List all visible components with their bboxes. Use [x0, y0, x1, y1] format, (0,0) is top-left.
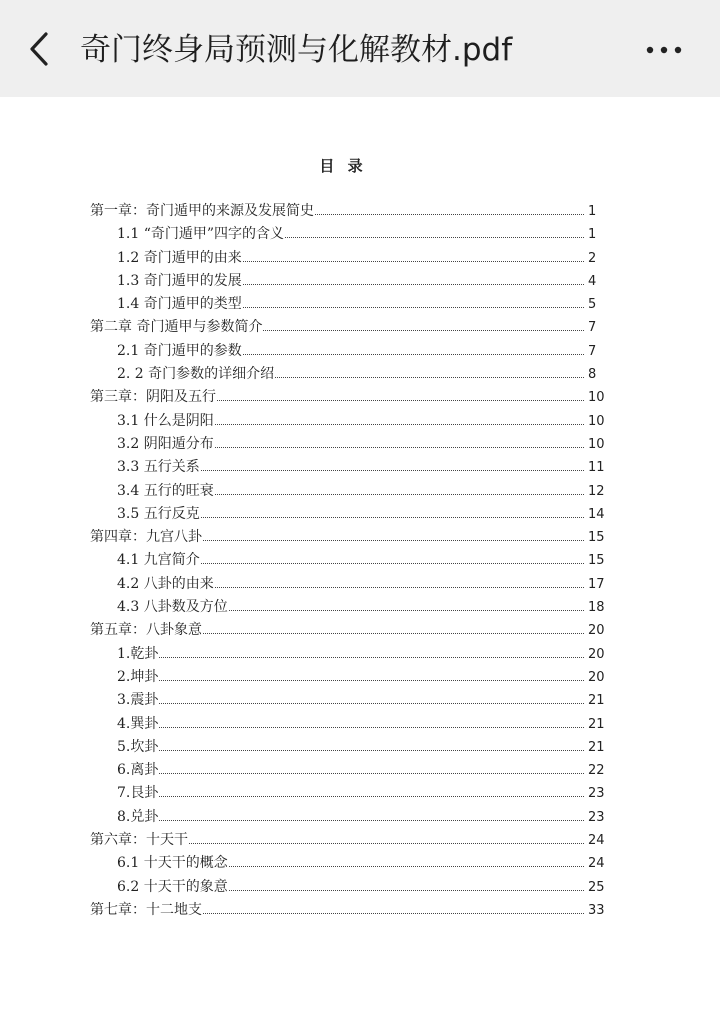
toc-entry-label: 2. 2 奇门参数的详细介绍 — [117, 363, 275, 383]
toc-entry-label: 3.4 五行的旺衰 — [117, 480, 215, 500]
toc-section-entry[interactable] — [0, 641, 720, 664]
toc-entry-label: 1.2 奇门遁甲的由来 — [117, 247, 243, 267]
toc-entry-page-number: 21 — [588, 739, 605, 755]
toc-entry-label: 6.1 十天干的概念 — [117, 852, 229, 872]
toc-entry-page-number: 15 — [588, 530, 605, 546]
toc-section-entry[interactable] — [0, 850, 720, 873]
toc-entry-label: 6.离卦 — [117, 759, 159, 779]
toc-entry-page-number: 21 — [588, 716, 605, 732]
toc-dot-leader — [120, 657, 584, 658]
toc-section-entry[interactable] — [0, 547, 720, 570]
toc-section-entry[interactable] — [0, 408, 720, 431]
toc-section-entry[interactable] — [0, 291, 720, 314]
back-button[interactable] — [20, 24, 64, 74]
toc-entry-page-number: 20 — [588, 646, 605, 662]
toc-section-entry[interactable] — [0, 874, 720, 897]
toc-section-entry[interactable] — [0, 757, 720, 780]
toc-entry-label: 第四章：九宫八卦 — [90, 526, 203, 546]
toc-entry-label: 1.1 “奇门遁甲”四字的含义 — [117, 223, 285, 243]
toc-section-entry[interactable] — [0, 804, 720, 827]
toc-section-entry[interactable] — [0, 431, 720, 454]
toc-entry-page-number: 10 — [588, 413, 605, 429]
toc-section-entry[interactable] — [0, 338, 720, 361]
toc-chapter-entry[interactable] — [0, 827, 720, 850]
toc-entry-page-number: 1 — [588, 227, 597, 243]
toc-entry-page-number: 5 — [588, 297, 597, 313]
toc-entry-page-number: 33 — [588, 902, 605, 918]
toc-entry-page-number: 21 — [588, 693, 605, 709]
toc-entry-page-number: 17 — [588, 576, 605, 592]
toc-entry-label: 5.坎卦 — [117, 736, 159, 756]
toc-section-entry[interactable] — [0, 780, 720, 803]
toc-entry-label: 1.4 奇门遁甲的类型 — [117, 293, 243, 313]
toc-section-entry[interactable] — [0, 454, 720, 477]
toc-entry-page-number: 1 — [588, 204, 597, 219]
toc-entry-label: 8.兑卦 — [117, 806, 159, 826]
toc-entry-page-number: 15 — [588, 553, 605, 569]
toc-entry-page-number: 10 — [588, 436, 605, 452]
toc-section-entry[interactable] — [0, 478, 720, 501]
toc-entry-label: 2.坤卦 — [117, 666, 159, 686]
toc-entry-page-number: 7 — [588, 343, 597, 359]
toc-section-entry[interactable] — [0, 687, 720, 710]
toc-entry-page-number: 12 — [588, 483, 605, 499]
toc-chapter-entry[interactable] — [0, 384, 720, 407]
toc-entry-page-number: 23 — [588, 786, 605, 802]
toc-entry-label: 3.5 五行反克 — [117, 503, 201, 523]
toc-entry-label: 第三章：阴阳及五行 — [90, 386, 217, 406]
toc-entry-page-number: 14 — [588, 506, 605, 522]
toc-entry-label: 6.2 十天干的象意 — [117, 876, 229, 896]
more-options-button[interactable] — [640, 30, 690, 70]
toc-entry-page-number: 23 — [588, 809, 605, 825]
toc-entry-label: 4.2 八卦的由来 — [117, 573, 215, 593]
toc-entry-page-number: 22 — [588, 763, 605, 779]
toc-entry-page-number: 24 — [588, 833, 605, 849]
toc-dot-leader — [120, 820, 584, 821]
toc-entry-label: 4.3 八卦数及方位 — [117, 596, 229, 616]
toc-section-entry[interactable] — [0, 221, 720, 244]
toc-section-entry[interactable] — [0, 268, 720, 291]
toc-dot-leader — [120, 843, 584, 844]
toc-section-entry[interactable] — [0, 734, 720, 757]
toc-entry-page-number: 24 — [588, 856, 605, 872]
toc-entry-label: 1.乾卦 — [117, 643, 159, 663]
toc-entry-page-number: 20 — [588, 623, 605, 639]
toc-entry-label: 第二章 奇门遁甲与参数简介 — [90, 316, 263, 336]
document-title: 奇门终身局预测与化解教材.pdf — [80, 32, 513, 68]
app-header — [0, 0, 720, 97]
toc-dot-leader — [120, 727, 584, 728]
toc-entry-label: 第一章：奇门遁甲的来源及发展简史 — [90, 200, 315, 220]
toc-entry-page-number: 10 — [588, 390, 605, 406]
toc-section-entry[interactable] — [0, 245, 720, 268]
toc-entry-page-number: 25 — [588, 879, 605, 895]
toc-entry-page-number: 20 — [588, 669, 605, 685]
toc-section-entry[interactable] — [0, 501, 720, 524]
toc-section-entry[interactable] — [0, 361, 720, 384]
toc-list — [0, 198, 720, 920]
toc-chapter-entry[interactable] — [0, 198, 720, 221]
toc-entry-label: 4.巽卦 — [117, 713, 159, 733]
toc-dot-leader — [120, 703, 584, 704]
toc-section-entry[interactable] — [0, 594, 720, 617]
toc-dot-leader — [120, 750, 584, 751]
document-page[interactable] — [0, 97, 720, 1022]
chevron-left-icon — [20, 24, 64, 74]
toc-entry-label: 第七章：十二地支 — [90, 899, 203, 919]
toc-entry-page-number: 18 — [588, 600, 605, 616]
toc-entry-label: 第六章：十天干 — [90, 829, 189, 849]
toc-entry-label: 1.3 奇门遁甲的发展 — [117, 270, 243, 290]
toc-chapter-entry[interactable] — [0, 897, 720, 920]
toc-dot-leader — [120, 773, 584, 774]
toc-entry-label: 3.1 什么是阴阳 — [117, 410, 215, 430]
toc-chapter-entry[interactable] — [0, 524, 720, 547]
toc-entry-page-number: 8 — [588, 367, 597, 383]
toc-title: 目 录 — [319, 157, 367, 175]
toc-entry-page-number: 11 — [588, 460, 605, 476]
toc-entry-page-number: 2 — [588, 250, 597, 266]
toc-entry-label: 3.震卦 — [117, 689, 159, 709]
toc-entry-page-number: 7 — [588, 320, 597, 336]
toc-entry-label: 3.3 五行关系 — [117, 456, 201, 476]
toc-section-entry[interactable] — [0, 664, 720, 687]
toc-dot-leader — [120, 680, 584, 681]
more-horizontal-icon — [640, 30, 690, 70]
toc-entry-label: 7.艮卦 — [117, 782, 159, 802]
toc-dot-leader — [120, 796, 584, 797]
toc-chapter-entry[interactable] — [0, 617, 720, 640]
toc-entry-page-number: 4 — [588, 273, 597, 289]
toc-entry-label: 第五章：八卦象意 — [90, 619, 203, 639]
toc-entry-label: 4.1 九宫简介 — [117, 549, 201, 569]
toc-section-entry[interactable] — [0, 711, 720, 734]
toc-entry-label: 3.2 阴阳遁分布 — [117, 433, 215, 453]
toc-section-entry[interactable] — [0, 571, 720, 594]
toc-chapter-entry[interactable] — [0, 314, 720, 337]
toc-entry-label: 2.1 奇门遁甲的参数 — [117, 340, 243, 360]
